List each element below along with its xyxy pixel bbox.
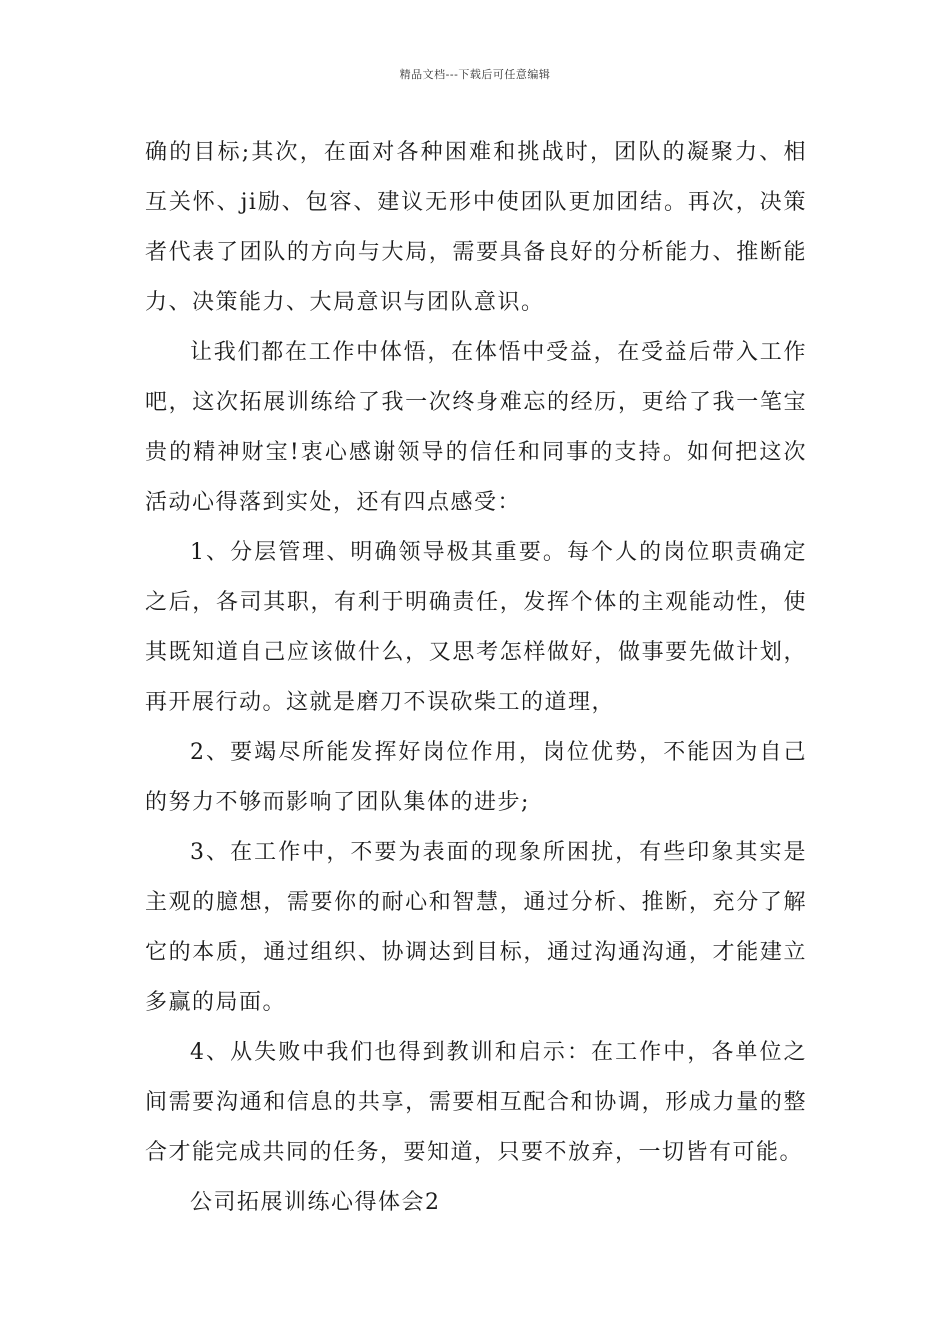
paragraph-point-2: 2、要竭尽所能发挥好岗位作用，岗位优势，不能因为自己的努力不够而影响了团队集体的进步; bbox=[145, 740, 807, 815]
paragraph-reflection: 让我们都在工作中体悟，在体悟中受益，在受益后带入工作吧，这次拓展训练给了我一次终身难忘的经历，更给了我一笔宝贵的精神财宝!衷心感谢领导的信任和同事的支持。如何把这次活动心得落到实处，还有四点感受： bbox=[145, 340, 807, 515]
paragraph-goals-continued: 确的目标;其次，在面对各种困难和挑战时，团队的凝聚力、相互关怀、ji励、包容、建议无形中使团队更加团结。再次，决策者代表了团队的方向与大局，需要具备良好的分析能力、推断能力、决策能力、大局意识与团队意识。 bbox=[145, 140, 807, 315]
section-heading: 公司拓展训练心得体会2 bbox=[190, 1190, 441, 1215]
paragraph-point-4: 4、从失败中我们也得到教训和启示：在工作中，各单位之间需要沟通和信息的共享，需要相互配合和协调，形成力量的整合才能完成共同的任务，要知道，只要不放弃，一切皆有可能。 bbox=[145, 1040, 807, 1165]
paragraph-point-1: 1、分层管理、明确领导极其重要。每个人的岗位职责确定之后，各司其职，有利于明确责任，发挥个体的主观能动性，使其既知道自己应该做什么，又思考怎样做好，做事要先做计划，再开展行动。这就是磨刀不误砍柴工的道理， bbox=[145, 540, 807, 715]
paragraph-point-3: 3、在工作中，不要为表面的现象所困扰，有些印象其实是主观的臆想，需要你的耐心和智慧，通过分析、推断，充分了解它的本质，通过组织、协调达到目标，通过沟通沟通，才能建立多赢的局面。 bbox=[145, 840, 807, 1015]
page-header: 精品文档---下载后可任意编辑 bbox=[399, 68, 551, 81]
document-body bbox=[145, 128, 807, 1228]
